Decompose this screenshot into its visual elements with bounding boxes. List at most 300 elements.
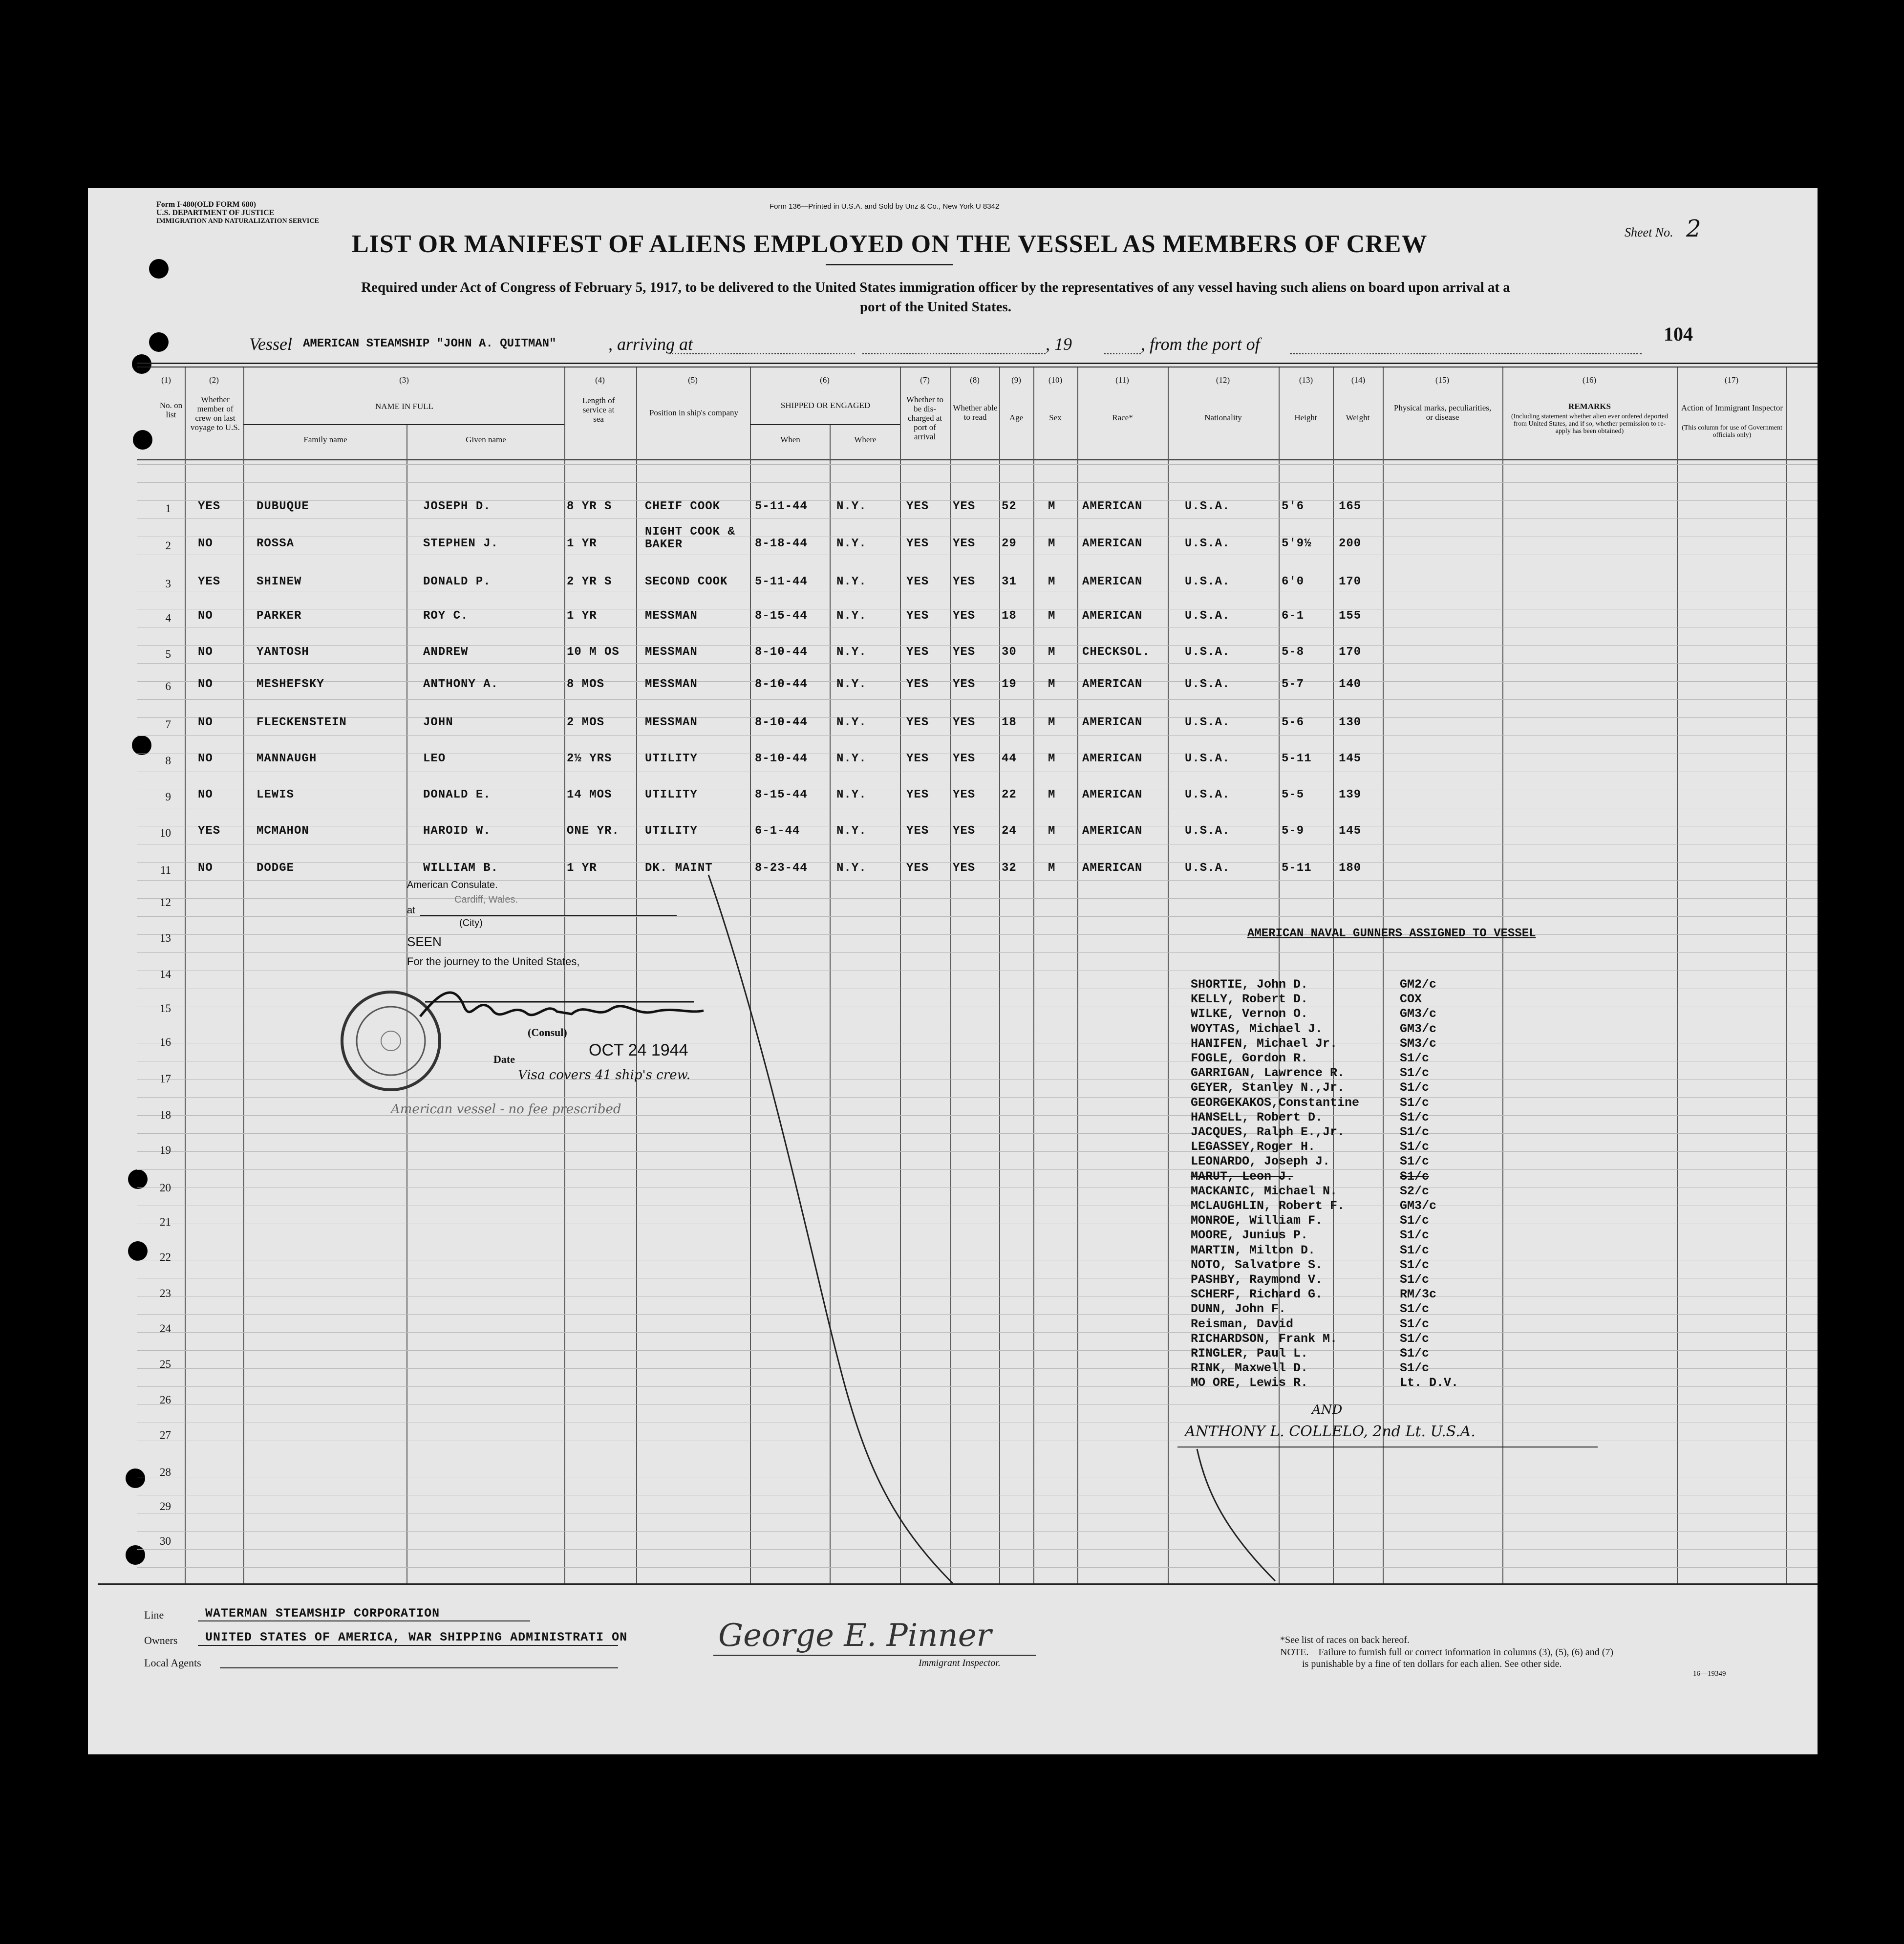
- weight-cell: 139: [1339, 788, 1362, 801]
- col-header-sex: Sex: [1049, 413, 1062, 422]
- col-num: (12): [1216, 375, 1230, 385]
- row-number: 27: [160, 1429, 171, 1441]
- punch-hole: [149, 332, 169, 352]
- col-header-weight: Weight: [1346, 413, 1370, 422]
- col-header-family: Family name: [303, 435, 347, 444]
- col-num: (11): [1115, 375, 1129, 385]
- given-name-cell: DONALD E.: [423, 788, 491, 801]
- inspector-label: Immigrant Inspector.: [919, 1658, 1001, 1668]
- last-voyage-cell: NO: [198, 609, 213, 623]
- printer-line: Form 136—Printed in U.S.A. and Sold by Unz & Co., New York U 8342: [770, 202, 1000, 211]
- row-number: 3: [165, 578, 171, 590]
- owners-label: Owners: [144, 1634, 178, 1646]
- col-header-height: Height: [1294, 413, 1317, 422]
- consulate-city: Cardiff, Wales.: [454, 894, 518, 905]
- discharged-cell: YES: [906, 862, 929, 875]
- subtitle-line1: Required under Act of Congress of February 5, 1917, to be delivered to the United States immigration officer by the representatives of any vessel having such aliens on board upon arrival at a: [361, 280, 1510, 295]
- gunner-name: MO ORE, Lewis R.: [1191, 1376, 1308, 1390]
- ruled-line: [137, 1350, 1818, 1351]
- gunner-name: RICHARDSON, Frank M.: [1191, 1331, 1338, 1346]
- gunner-rate: S1/c: [1400, 1346, 1430, 1361]
- position-cell: NIGHT COOK & BAKER: [645, 525, 735, 551]
- sex-cell: M: [1048, 752, 1056, 765]
- punch-hole: [149, 259, 169, 279]
- punch-hole: [126, 1469, 145, 1488]
- position-cell: UTILITY: [645, 788, 698, 801]
- sheet-label: Sheet No.: [1625, 225, 1673, 239]
- discharged-cell: YES: [906, 575, 929, 588]
- pen-strokes: [699, 870, 953, 1593]
- ruled-line: [137, 500, 1818, 501]
- family-name-cell: SHINEW: [257, 575, 302, 588]
- gunner-name: RINGLER, Paul L.: [1191, 1346, 1308, 1361]
- last-voyage-cell: NO: [198, 678, 213, 691]
- nationality-cell: U.S.A.: [1185, 752, 1230, 765]
- sex-cell: M: [1048, 575, 1056, 588]
- shipped-when-cell: 8-10-44: [755, 752, 808, 765]
- col-num: (14): [1351, 375, 1366, 385]
- shipped-where-cell: N.Y.: [836, 716, 867, 729]
- ruled-line: [137, 1097, 1818, 1098]
- ruled-line: [137, 717, 1818, 718]
- ruled-line: [137, 681, 1818, 682]
- gunner-rate: S1/c: [1400, 1361, 1430, 1376]
- row-number: 1: [165, 502, 171, 515]
- shipped-where-cell: N.Y.: [836, 575, 867, 588]
- given-name-cell: WILLIAM B.: [423, 862, 499, 875]
- sex-cell: M: [1048, 862, 1056, 875]
- gunner-name: JACQUES, Ralph E.,Jr.: [1191, 1125, 1345, 1139]
- last-voyage-cell: YES: [198, 575, 221, 588]
- ruled-line: [137, 1314, 1818, 1315]
- ruled-line: [137, 1332, 1818, 1333]
- gunner-name: PASHBY, Raymond V.: [1191, 1273, 1323, 1287]
- service-length-cell: 2 YR S: [567, 575, 612, 588]
- col-header-race: Race*: [1112, 413, 1133, 422]
- sex-cell: M: [1048, 609, 1056, 623]
- row-number: 25: [160, 1358, 171, 1370]
- nationality-cell: U.S.A.: [1185, 537, 1230, 550]
- shipped-where-cell: N.Y.: [836, 824, 867, 838]
- given-name-cell: JOHN: [423, 716, 453, 729]
- gunner-name: FOGLE, Gordon R.: [1191, 1051, 1308, 1065]
- col-header-service: Length of service at sea: [582, 396, 615, 424]
- col-header-name: NAME IN FULL: [375, 402, 433, 411]
- service-length-cell: 2½ YRS: [567, 752, 612, 765]
- ruled-line: [137, 1404, 1818, 1405]
- discharged-cell: YES: [906, 678, 929, 691]
- position-cell: DK. MAINT: [645, 862, 713, 875]
- col-header-action: Action of Immigrant Inspector: [1681, 403, 1783, 412]
- service-length-cell: 8 MOS: [567, 678, 605, 691]
- gunner-rate: S1/c: [1400, 1273, 1430, 1287]
- punch-hole: [132, 735, 151, 755]
- col-header-discharged: Whether to be dis-charged at port of arrival: [906, 395, 943, 441]
- family-name-cell: PARKER: [257, 609, 302, 623]
- row-number: 21: [160, 1216, 171, 1228]
- age-cell: 19: [1002, 678, 1017, 691]
- gunner-rate: S1/c: [1400, 1051, 1430, 1065]
- line-value: WATERMAN STEAMSHIP CORPORATION: [205, 1606, 440, 1620]
- col-header-given: Given name: [466, 435, 506, 444]
- service-length-cell: 14 MOS: [567, 788, 612, 801]
- last-voyage-cell: NO: [198, 716, 213, 729]
- ruled-line: [137, 952, 1818, 953]
- ruled-line: [137, 699, 1818, 700]
- family-name-cell: DODGE: [257, 862, 295, 875]
- service-length-cell: ONE YR.: [567, 824, 620, 838]
- nationality-cell: U.S.A.: [1185, 609, 1230, 623]
- discharged-cell: YES: [906, 752, 929, 765]
- gunner-rate: S1/c: [1400, 1125, 1430, 1139]
- row-number: 5: [165, 648, 171, 660]
- col-header-no: No. on list: [159, 401, 183, 419]
- gunner-name: WILKE, Vernon O.: [1191, 1007, 1308, 1021]
- year-label: , 19: [1046, 334, 1072, 354]
- family-name-cell: LEWIS: [257, 788, 295, 801]
- shipped-where-cell: N.Y.: [836, 862, 867, 875]
- row-number: 19: [160, 1144, 171, 1156]
- shipped-when-cell: 8-10-44: [755, 678, 808, 691]
- shipped-when-cell: 8-18-44: [755, 537, 808, 550]
- col-header-nationality: Nationality: [1204, 413, 1242, 422]
- given-name-cell: ANTHONY A.: [423, 678, 499, 691]
- gunner-rate: S1/c: [1400, 1110, 1430, 1124]
- discharged-cell: YES: [906, 500, 929, 513]
- gunner-name: GEYER, Stanley N.,Jr.: [1191, 1080, 1345, 1095]
- position-cell: UTILITY: [645, 752, 698, 765]
- consul-label: (Consul): [528, 1026, 567, 1038]
- height-cell: 5-7: [1282, 678, 1305, 691]
- height-cell: 6-1: [1282, 609, 1305, 623]
- given-name-cell: STEPHEN J.: [423, 537, 499, 550]
- form-code: 16—19349: [1693, 1670, 1726, 1678]
- nationality-cell: U.S.A.: [1185, 824, 1230, 838]
- given-name-cell: HAROID W.: [423, 824, 491, 838]
- able-to-read-cell: YES: [953, 609, 976, 623]
- gunner-name: NOTO, Salvatore S.: [1191, 1257, 1323, 1272]
- vessel-name: AMERICAN STEAMSHIP "JOHN A. QUITMAN": [303, 337, 556, 350]
- punch-hole: [133, 430, 152, 450]
- row-number: 20: [160, 1182, 171, 1194]
- journey-text: For the journey to the United States,: [407, 955, 580, 968]
- age-cell: 32: [1002, 862, 1017, 875]
- gunner-name: LEGASSEY,Roger H.: [1191, 1140, 1316, 1154]
- gunner-rate: SM3/c: [1400, 1036, 1437, 1051]
- able-to-read-cell: YES: [953, 646, 976, 659]
- col-num: (2): [209, 375, 219, 385]
- gunner-rate: GM3/c: [1400, 1007, 1437, 1021]
- date-label: Date: [493, 1053, 515, 1065]
- family-name-cell: ROSSA: [257, 537, 295, 550]
- shipped-when-cell: 8-10-44: [755, 646, 808, 659]
- punch-hole: [126, 1545, 145, 1565]
- shipped-when-cell: 8-15-44: [755, 788, 808, 801]
- sex-cell: M: [1048, 500, 1056, 513]
- given-name-cell: LEO: [423, 752, 446, 765]
- nationality-cell: U.S.A.: [1185, 678, 1230, 691]
- col-header-last-voyage: Whether member of crew on last voyage to U.S.: [190, 395, 240, 432]
- page-title: LIST OR MANIFEST OF ALIENS EMPLOYED ON THE VESSEL AS MEMBERS OF CREW: [352, 230, 1428, 258]
- gunner-rate: GM2/c: [1400, 977, 1437, 992]
- gunner-rate: S1/c: [1400, 1140, 1430, 1154]
- shipped-where-cell: N.Y.: [836, 752, 867, 765]
- ruled-line: [137, 482, 1818, 483]
- department: U.S. DEPARTMENT OF JUSTICE: [156, 209, 275, 217]
- race-cell: AMERICAN: [1082, 862, 1143, 875]
- consul-signature: [410, 972, 713, 1036]
- service-name: IMMIGRATION AND NATURALIZATION SERVICE: [156, 217, 319, 225]
- vessel-label: Vessel: [249, 334, 292, 354]
- row-number: 6: [165, 680, 171, 692]
- weight-cell: 145: [1339, 752, 1362, 765]
- weight-cell: 180: [1339, 862, 1362, 875]
- service-length-cell: 2 MOS: [567, 716, 605, 729]
- owners-value: UNITED STATES OF AMERICA, WAR SHIPPING ADMINISTRATI ON: [205, 1630, 628, 1644]
- ruled-line: [137, 898, 1818, 899]
- age-cell: 31: [1002, 575, 1017, 588]
- row-number: 24: [160, 1322, 171, 1335]
- discharged-cell: YES: [906, 716, 929, 729]
- weight-cell: 200: [1339, 537, 1362, 550]
- weight-cell: 155: [1339, 609, 1362, 623]
- col-num: (9): [1011, 375, 1021, 385]
- discharged-cell: YES: [906, 609, 929, 623]
- gunner-name: SCHERF, Richard G.: [1191, 1287, 1323, 1302]
- last-voyage-cell: NO: [198, 862, 213, 875]
- row-number: 16: [160, 1036, 171, 1048]
- race-cell: AMERICAN: [1082, 678, 1143, 691]
- ruled-line: [137, 1549, 1818, 1550]
- last-voyage-cell: NO: [198, 752, 213, 765]
- height-cell: 5-11: [1282, 752, 1312, 765]
- pen-strokes: [1192, 1444, 1280, 1586]
- sex-cell: M: [1048, 678, 1056, 691]
- shipped-when-cell: 5-11-44: [755, 575, 808, 588]
- ruled-line: [137, 916, 1818, 917]
- race-cell: AMERICAN: [1082, 609, 1143, 623]
- family-name-cell: MANNAUGH: [257, 752, 317, 765]
- gunner-rate: S1/c: [1400, 1066, 1430, 1080]
- col-num: (15): [1435, 375, 1450, 385]
- row-number: 12: [160, 896, 171, 908]
- shipped-where-cell: N.Y.: [836, 788, 867, 801]
- shipped-where-cell: N.Y.: [836, 646, 867, 659]
- last-voyage-cell: NO: [198, 788, 213, 801]
- age-cell: 30: [1002, 646, 1017, 659]
- shipped-where-cell: N.Y.: [836, 609, 867, 623]
- col-header-remarks-note: (Including statement whether alien ever ordered deported from United States, and if so, whether permission to re-apply has been obtained): [1511, 413, 1669, 435]
- subtitle-line2: port of the United States.: [859, 299, 1012, 315]
- ruled-line: [137, 1169, 1818, 1170]
- gunner-rate: S1/c: [1400, 1154, 1430, 1169]
- row-number: 14: [160, 968, 171, 980]
- given-name-cell: JOSEPH D.: [423, 500, 491, 513]
- col-header-read: Whether able to read: [953, 403, 998, 422]
- shipped-when-cell: 8-23-44: [755, 862, 808, 875]
- able-to-read-cell: YES: [953, 716, 976, 729]
- gunner-rate: S1/c: [1400, 1095, 1430, 1110]
- family-name-cell: MCMAHON: [257, 824, 309, 838]
- consulate-name: American Consulate.: [407, 880, 498, 890]
- local-agents-label: Local Agents: [144, 1657, 201, 1669]
- gunners-and: AND: [1312, 1403, 1343, 1417]
- form-number: Form I-480(OLD FORM 680): [156, 200, 256, 209]
- able-to-read-cell: YES: [953, 788, 976, 801]
- punch-hole: [128, 1241, 148, 1261]
- weight-cell: 130: [1339, 716, 1362, 729]
- height-cell: 5'6: [1282, 500, 1305, 513]
- gunner-name: Reisman, David: [1191, 1317, 1294, 1331]
- row-number: 11: [160, 864, 171, 876]
- ruled-line: [137, 1115, 1818, 1116]
- row-number: 17: [160, 1073, 171, 1085]
- family-name-cell: MESHEFSKY: [257, 678, 324, 691]
- shipped-when-cell: 8-15-44: [755, 609, 808, 623]
- col-num: (7): [920, 375, 930, 385]
- visa-note: Visa covers 41 ship's crew.: [518, 1068, 691, 1082]
- gunner-rate: S1/c: [1400, 1228, 1430, 1243]
- given-name-cell: ROY C.: [423, 609, 469, 623]
- race-cell: CHECKSOL.: [1082, 646, 1150, 659]
- gunner-rate: S2/c: [1400, 1184, 1430, 1198]
- sex-cell: M: [1048, 824, 1056, 838]
- discharged-cell: YES: [906, 824, 929, 838]
- gunner-rate: GM3/c: [1400, 1021, 1437, 1036]
- given-name-cell: DONALD P.: [423, 575, 491, 588]
- weight-cell: 145: [1339, 824, 1362, 838]
- age-cell: 24: [1002, 824, 1017, 838]
- discharged-cell: YES: [906, 646, 929, 659]
- col-num: (16): [1582, 375, 1597, 385]
- col-header-shipped: SHIPPED OR ENGAGED: [780, 401, 871, 410]
- row-number: 26: [160, 1394, 171, 1406]
- able-to-read-cell: YES: [953, 575, 976, 588]
- age-cell: 29: [1002, 537, 1017, 550]
- shipped-where-cell: N.Y.: [836, 500, 867, 513]
- row-number: 8: [165, 755, 171, 767]
- height-cell: 5-11: [1282, 862, 1312, 875]
- family-name-cell: DUBUQUE: [257, 500, 309, 513]
- last-voyage-cell: NO: [198, 646, 213, 659]
- seen-stamp: SEEN: [407, 934, 442, 949]
- able-to-read-cell: YES: [953, 824, 976, 838]
- ruled-line: [137, 1133, 1818, 1134]
- race-cell: AMERICAN: [1082, 716, 1143, 729]
- row-number: 22: [160, 1251, 171, 1263]
- shipped-when-cell: 8-10-44: [755, 716, 808, 729]
- nationality-cell: U.S.A.: [1185, 788, 1230, 801]
- ruled-line: [137, 1567, 1818, 1568]
- ruled-line: [137, 645, 1818, 646]
- nationality-cell: U.S.A.: [1185, 862, 1230, 875]
- position-cell: MESSMAN: [645, 678, 698, 691]
- weight-cell: 140: [1339, 678, 1362, 691]
- shipped-when-cell: 5-11-44: [755, 500, 808, 513]
- gunner-name: MARUT, Leon J.: [1191, 1169, 1294, 1184]
- races-note: *See list of races on back hereof.: [1280, 1635, 1410, 1645]
- ruled-line: [137, 862, 1818, 863]
- able-to-read-cell: YES: [953, 678, 976, 691]
- consul-at-label: at: [407, 905, 415, 916]
- shipped-where-cell: N.Y.: [836, 537, 867, 550]
- row-number: 4: [165, 612, 171, 624]
- weight-cell: 165: [1339, 500, 1362, 513]
- consul-city-label: (City): [459, 918, 483, 929]
- age-cell: 44: [1002, 752, 1017, 765]
- discharged-cell: YES: [906, 537, 929, 550]
- height-cell: 5-9: [1282, 824, 1305, 838]
- col-num: (8): [970, 375, 980, 385]
- from-port-label: , from the port of: [1141, 334, 1260, 354]
- sex-cell: M: [1048, 716, 1056, 729]
- punch-hole: [132, 354, 151, 374]
- able-to-read-cell: YES: [953, 862, 976, 875]
- service-length-cell: 1 YR: [567, 609, 597, 623]
- gunner-name: GEORGEKAKOS,Constantine: [1191, 1095, 1360, 1110]
- fine-note: NOTE.—Failure to furnish full or correct information in columns (3), (5), (6) and (7): [1280, 1647, 1614, 1658]
- gunner-rate: S1/c: [1400, 1302, 1430, 1317]
- shipped-when-cell: 6-1-44: [755, 824, 800, 838]
- row-number: 10: [160, 827, 171, 839]
- weight-cell: 170: [1339, 575, 1362, 588]
- sex-cell: M: [1048, 646, 1056, 659]
- ruled-line: [137, 1386, 1818, 1387]
- position-cell: SECOND COOK: [645, 575, 728, 588]
- nationality-cell: U.S.A.: [1185, 716, 1230, 729]
- row-number: 13: [160, 932, 171, 944]
- fine-note-2: is punishable by a fine of ten dollars for each alien. See other side.: [1302, 1659, 1562, 1669]
- american-vessel-note: American vessel - no fee prescribed: [391, 1102, 621, 1117]
- col-num: (13): [1299, 375, 1313, 385]
- ruled-line: [137, 464, 1818, 465]
- col-num: (5): [688, 375, 698, 385]
- position-cell: CHEIF COOK: [645, 500, 721, 513]
- service-length-cell: 10 M OS: [567, 646, 620, 659]
- col-num: (10): [1048, 375, 1063, 385]
- height-cell: 5-6: [1282, 716, 1305, 729]
- gunner-rate: S1/c: [1400, 1331, 1430, 1346]
- consul-date: OCT 24 1944: [589, 1041, 688, 1059]
- row-number: 18: [160, 1109, 171, 1121]
- last-voyage-cell: NO: [198, 537, 213, 550]
- able-to-read-cell: YES: [953, 752, 976, 765]
- col-num: (17): [1724, 375, 1739, 385]
- gunner-rate: S1/c: [1400, 1317, 1430, 1331]
- gunner-name: WOYTAS, Michael J.: [1191, 1021, 1323, 1036]
- family-name-cell: YANTOSH: [257, 646, 309, 659]
- gunner-rate: S1/c: [1400, 1243, 1430, 1257]
- race-cell: AMERICAN: [1082, 537, 1143, 550]
- height-cell: 5-8: [1282, 646, 1305, 659]
- ruled-line: [137, 518, 1818, 519]
- height-cell: 5'9½: [1282, 537, 1312, 550]
- family-name-cell: FLECKENSTEIN: [257, 716, 347, 729]
- row-number: 2: [165, 540, 171, 552]
- line-label: Line: [144, 1609, 164, 1621]
- col-header-physical: Physical marks, peculiarities, or disease: [1393, 403, 1492, 422]
- gunner-name: RINK, Maxwell D.: [1191, 1361, 1308, 1376]
- ruled-line: [137, 1151, 1818, 1152]
- col-header-when: When: [780, 435, 800, 444]
- race-cell: AMERICAN: [1082, 824, 1143, 838]
- sex-cell: M: [1048, 788, 1056, 801]
- col-header-position: Position in ship's company: [649, 408, 739, 417]
- race-cell: AMERICAN: [1082, 788, 1143, 801]
- gunner-name: SHORTIE, John D.: [1191, 977, 1308, 992]
- gunner-rate: RM/3c: [1400, 1287, 1437, 1302]
- discharged-cell: YES: [906, 788, 929, 801]
